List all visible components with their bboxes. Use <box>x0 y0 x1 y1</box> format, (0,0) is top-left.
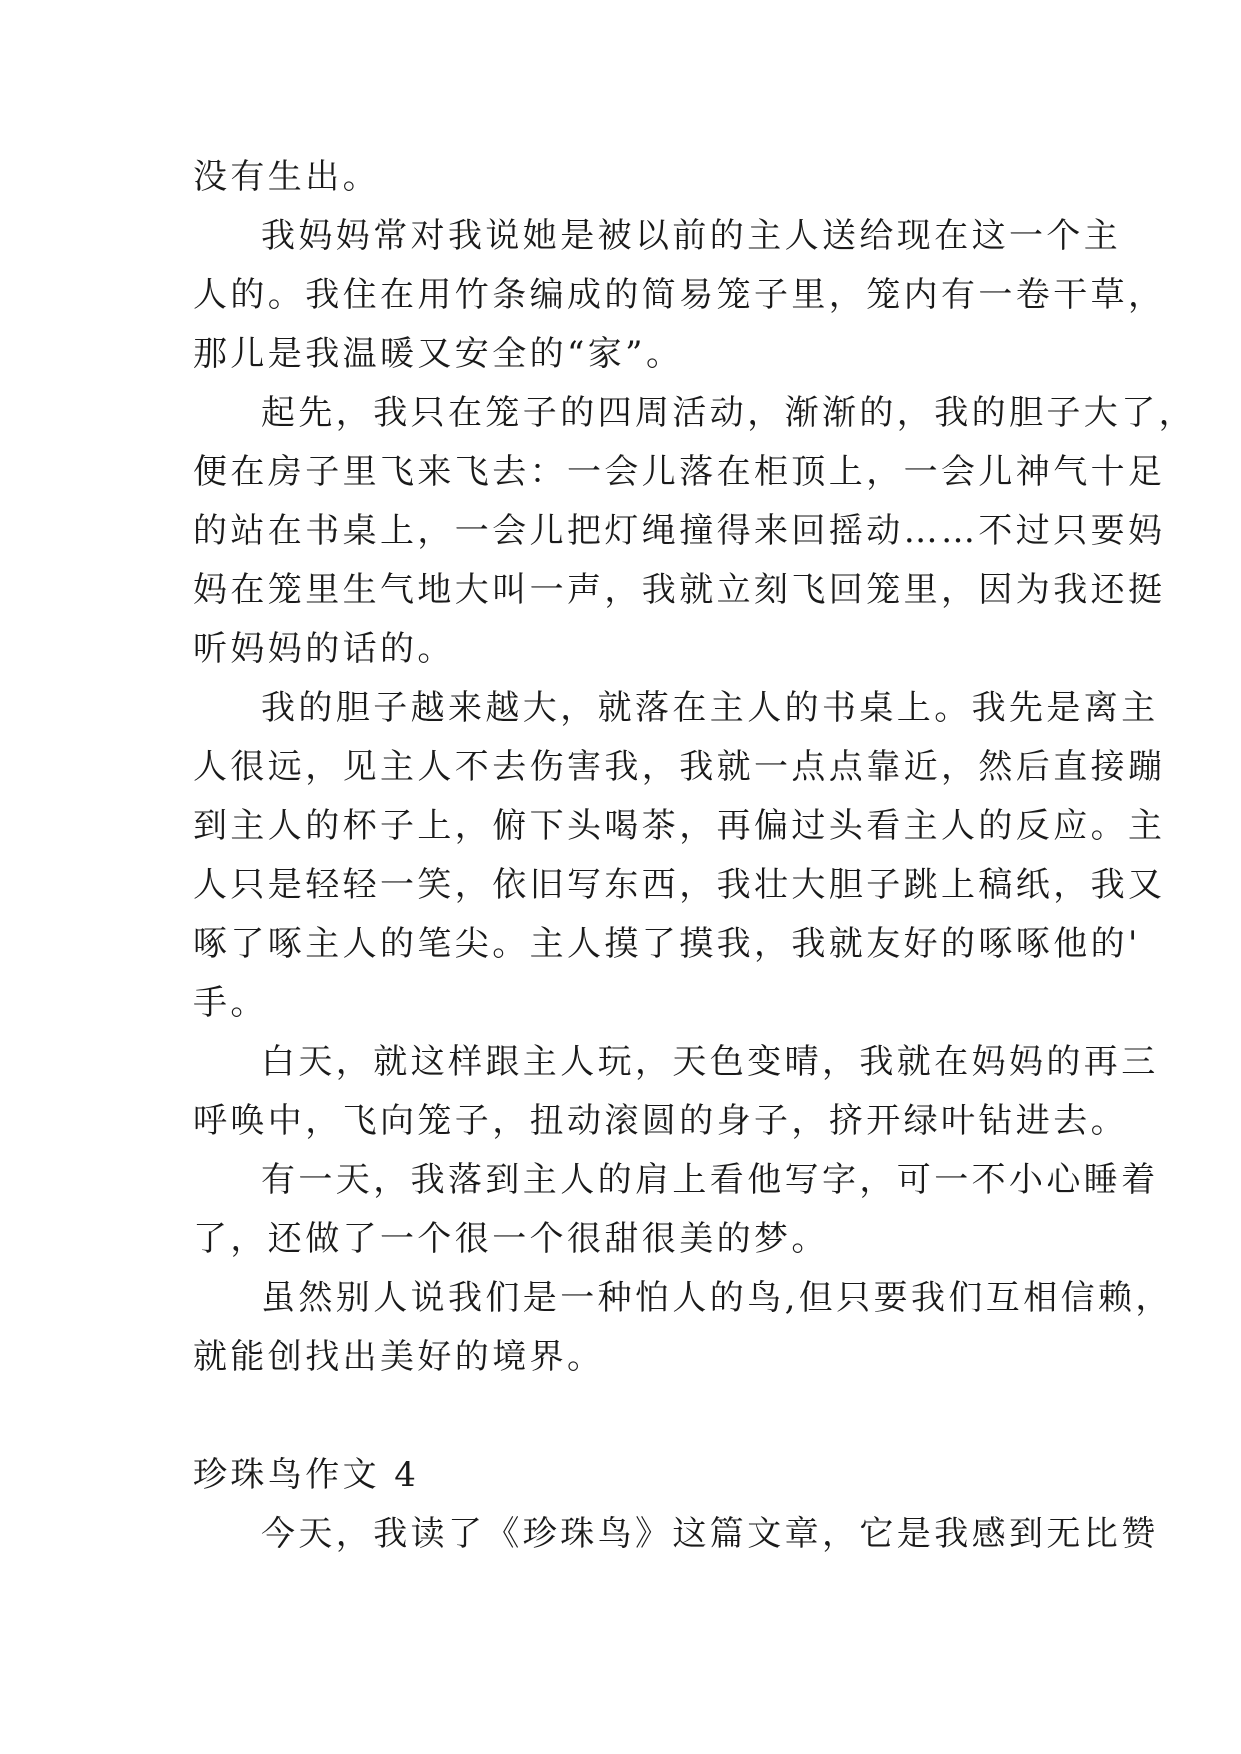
text-line: 到主人的杯子上，俯下头喝茶，再偏过头看主人的反应。主 <box>193 806 1166 846</box>
text-line: 没有生出。 <box>193 157 380 197</box>
text-line: 虽然别人说我们是一种怕人的鸟,但只要我们互相信赖， <box>261 1278 1173 1318</box>
text-line: 的站在书桌上，一会儿把灯绳撞得来回摇动……不过只要妈 <box>193 511 1166 551</box>
text-line: 我妈妈常对我说她是被以前的主人送给现在这一个主 <box>261 216 1122 256</box>
text-line: 人的。我住在用竹条编成的简易笼子里，笼内有一卷干草， <box>193 275 1166 315</box>
text-line: 妈在笼里生气地大叫一声，我就立刻飞回笼里，因为我还挺 <box>193 570 1166 610</box>
text-line: 了，还做了一个很一个很甜很美的梦。 <box>193 1219 829 1259</box>
document-page <box>193 148 1196 1564</box>
text-line: 有一天，我落到主人的肩上看他写字，可一不小心睡着 <box>261 1160 1159 1200</box>
text-line: 手。 <box>193 983 268 1023</box>
text-line: 起先，我只在笼子的四周活动，渐渐的，我的胆子大了， <box>261 393 1196 433</box>
text-line: 就能创找出美好的境界。 <box>193 1337 605 1377</box>
text-line: 白天，就这样跟主人玩，天色变晴，我就在妈妈的再三 <box>261 1042 1159 1082</box>
text-line: 听妈妈的话的。 <box>193 629 455 669</box>
paragraph-gap <box>193 1387 1073 1446</box>
text-line: 啄了啄主人的笔尖。主人摸了摸我，我就友好的啄啄他的' <box>193 924 1141 964</box>
text-line: 人很远，见主人不去伤害我，我就一点点靠近，然后直接蹦 <box>193 747 1166 787</box>
text-line: 今天，我读了《珍珠鸟》这篇文章，它是我感到无比赞 <box>261 1514 1159 1554</box>
section-heading: 珍珠鸟作文 4 <box>193 1455 420 1495</box>
text-line: 人只是轻轻一笑，依旧写东西，我壮大胆子跳上稿纸，我又 <box>193 865 1166 905</box>
text-line: 我的胆子越来越大，就落在主人的书桌上。我先是离主 <box>261 688 1159 728</box>
text-line: 那儿是我温暖又安全的“家”。 <box>193 334 684 374</box>
text-line: 呼唤中，飞向笼子，扭动滚圆的身子，挤开绿叶钻进去。 <box>193 1101 1128 1141</box>
text-line: 便在房子里飞来飞去：一会儿落在柜顶上，一会儿神气十足 <box>193 452 1166 492</box>
